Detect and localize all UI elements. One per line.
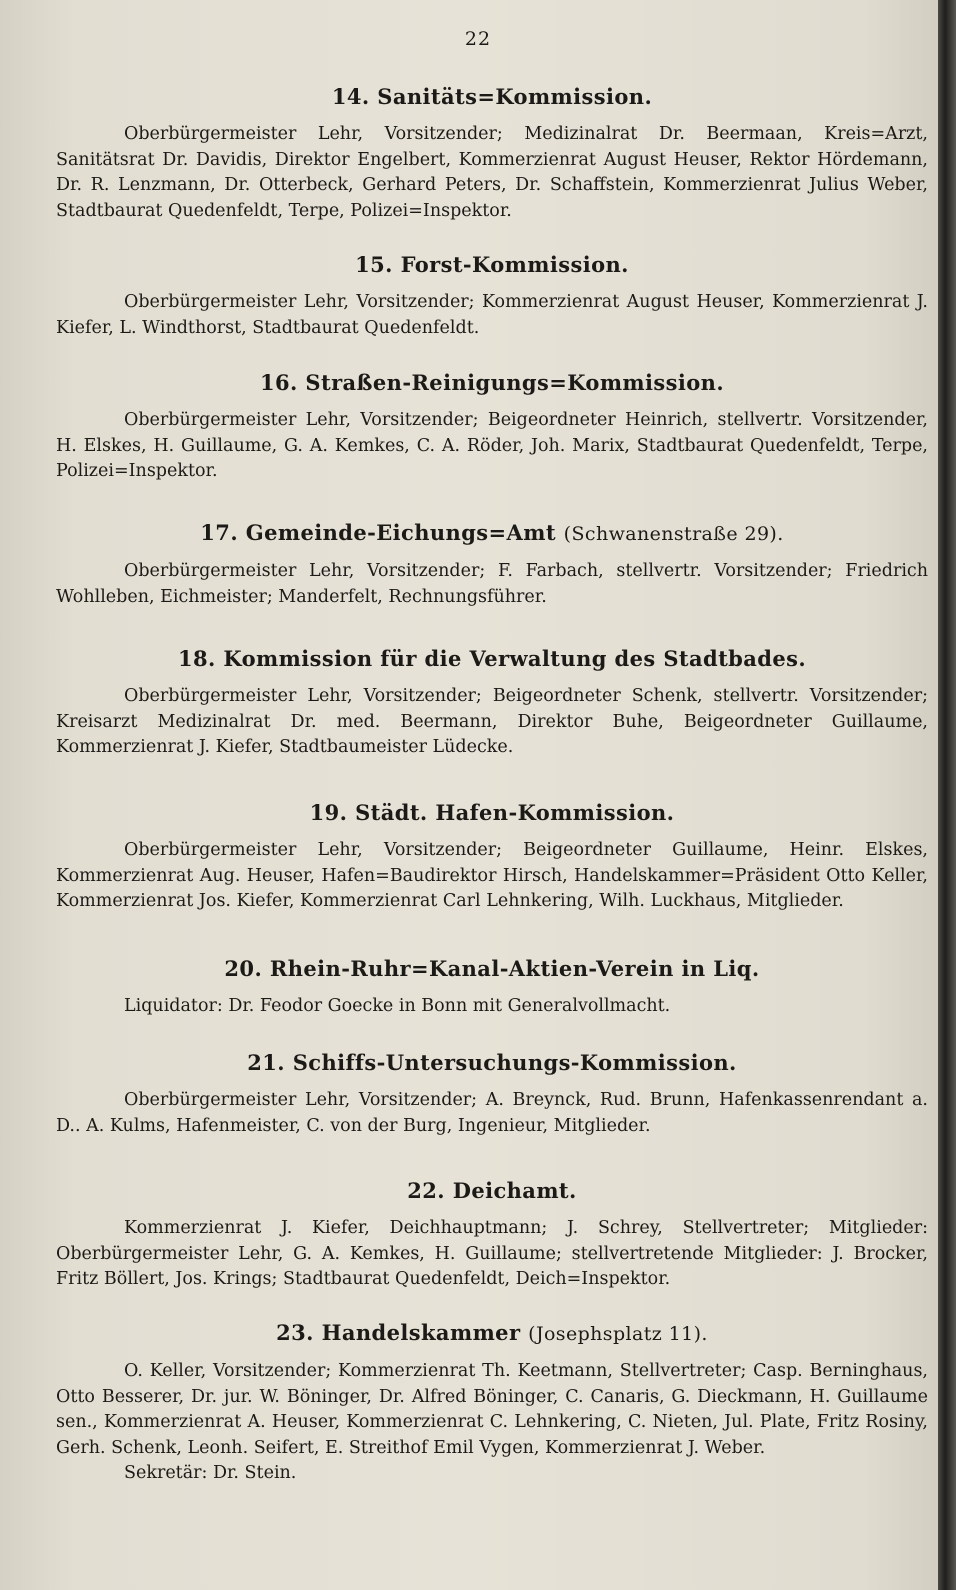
section-body: Oberbürgermeister Lehr, Vorsitzender; Medizinalrat Dr. Beermaan, Kreis=Arzt, Sanitätsrat Dr. Davidis, Direktor Engelbert, Kommerzienrat August Heuser, Rektor Hördemann, Dr. R. Lenzmann, Dr. Otterbeck, Gerhard Peters, Dr. Schaffstein, Kommerzienrat Julius Weber, Stadtbaurat Quedenfeldt, Terpe, Polizei=Inspektor. [56, 124, 928, 221]
section-title: Städt. Hafen-Kommission. [355, 800, 675, 825]
section-number: 17. [200, 520, 239, 545]
page-number: 22 [464, 28, 492, 50]
section-number: 22. [407, 1178, 445, 1203]
section-address: (Josephsplatz 11). [528, 1323, 708, 1345]
section-number: 23. [276, 1320, 314, 1345]
section-number: 19. [309, 800, 348, 825]
section-title: Sanitäts=Kommission. [377, 84, 653, 109]
section-heading [56, 1320, 928, 1347]
section-18 [56, 646, 928, 761]
section-heading [56, 1050, 928, 1076]
section-heading [56, 84, 928, 110]
section-title: Forst-Kommission. [400, 252, 629, 277]
section-body: Kommerzienrat J. Kiefer, Deichhauptmann; J. Schrey, Stellvertreter; Mitglieder: Oberbürgermeister Lehr, G. A. Kemkes, H. Guillaume; stellvertretende Mitglieder: J. Brocker, Fritz Böllert, Jos. Krings; Stadtbaurat Quedenfeldt, Deich=Inspektor. [56, 1218, 928, 1289]
secretary-line: Sekretär: Dr. Stein. [124, 1463, 297, 1483]
section-body: Oberbürgermeister Lehr, Vorsitzender; Beigeordneter Heinrich, stellvertr. Vorsitzender, H. Elskes, H. Guillaume, G. A. Kemkes, C. A. Röder, Joh. Marix, Stadtbaurat Quedenfeldt, Terpe, Polizei=Inspektor. [56, 410, 928, 481]
section-body: Oberbürgermeister Lehr, Vorsitzender; Beigeordneter Guillaume, Heinr. Elskes, Kommerzienrat Aug. Heuser, Hafen=Baudirektor Hirsch, Handelskammer=Präsident Otto Keller, Kommerzienrat Jos. Kiefer, Kommerzienrat Carl Lehnkering, Wilh. Luckhaus, Mitglieder. [56, 840, 928, 911]
section-body: Oberbürgermeister Lehr, Vorsitzender; A. Breynck, Rud. Brunn, Hafenkassenrendant a. D.. A. Kulms, Hafenmeister, C. von der Burg, Ingenieur, Mitglieder. [56, 1090, 928, 1136]
section-number: 21. [247, 1050, 285, 1075]
section-number: 18. [177, 646, 216, 671]
section-number: 16. [259, 370, 298, 395]
section-number: 15. [355, 252, 393, 277]
section-heading [56, 646, 928, 672]
section-14 [56, 84, 928, 224]
section-body: O. Keller, Vorsitzender; Kommerzienrat Th. Keetmann, Stellvertreter; Casp. Berninghaus, Otto Besserer, Dr. jur. W. Böninger, Dr. Alfred Böninger, C. Canaris, G. Dieckmann, H. Guillaume sen., Kommerzienrat A. Heuser, Kommerzienrat C. Lehnkering, C. Nieten, Jul. Plate, Fritz Rosiny, Gerh. Schenk, Leonh. Seifert, E. Streithof Emil Vygen, Kommerzienrat J. Weber. [56, 1361, 928, 1458]
section-17 [56, 520, 928, 610]
section-19 [56, 800, 928, 915]
section-22 [56, 1178, 928, 1293]
section-21 [56, 1050, 928, 1139]
section-heading [56, 252, 928, 278]
section-number: 14. [331, 84, 370, 109]
section-body: Liquidator: Dr. Feodor Goecke in Bonn mit Generalvollmacht. [124, 996, 671, 1016]
section-20 [56, 956, 928, 1020]
section-heading [56, 956, 928, 982]
section-title: Kommission für die Verwaltung des Stadtbades. [223, 646, 807, 671]
section-title: Schiffs-Untersuchungs-Kommission. [292, 1050, 737, 1075]
section-title: Handelskammer [321, 1320, 521, 1345]
section-number: 20. [224, 956, 263, 981]
section-title: Gemeinde-Eichungs=Amt [245, 520, 556, 545]
section-title: Deichamt. [452, 1178, 577, 1203]
section-title: Rhein-Ruhr=Kanal-Aktien-Verein in Liq. [269, 956, 760, 981]
section-heading [56, 800, 928, 826]
section-heading [56, 1178, 928, 1204]
section-heading [56, 370, 928, 396]
section-address: (Schwanenstraße 29). [563, 523, 784, 545]
section-title: Straßen-Reinigungs=Kommission. [305, 370, 725, 395]
section-23 [56, 1320, 928, 1487]
section-16 [56, 370, 928, 485]
section-body: Oberbürgermeister Lehr, Vorsitzender; Kommerzienrat August Heuser, Kommerzienrat J. Kiefer, L. Windthorst, Stadtbaurat Quedenfeldt. [56, 292, 928, 338]
section-15 [56, 252, 928, 341]
section-heading [56, 520, 928, 547]
section-body: Oberbürgermeister Lehr, Vorsitzender; F. Farbach, stellvertr. Vorsitzender; Friedrich Wohlleben, Eichmeister; Manderfelt, Rechnungsführer. [56, 561, 928, 607]
book-binding-edge [938, 0, 956, 1590]
section-body: Oberbürgermeister Lehr, Vorsitzender; Beigeordneter Schenk, stellvertr. Vorsitzender; Kreisarzt Medizinalrat Dr. med. Beermann, Direktor Buhe, Beigeordneter Guillaume, Kommerzienrat J. Kiefer, Stadtbaumeister Lüdecke. [56, 686, 928, 757]
